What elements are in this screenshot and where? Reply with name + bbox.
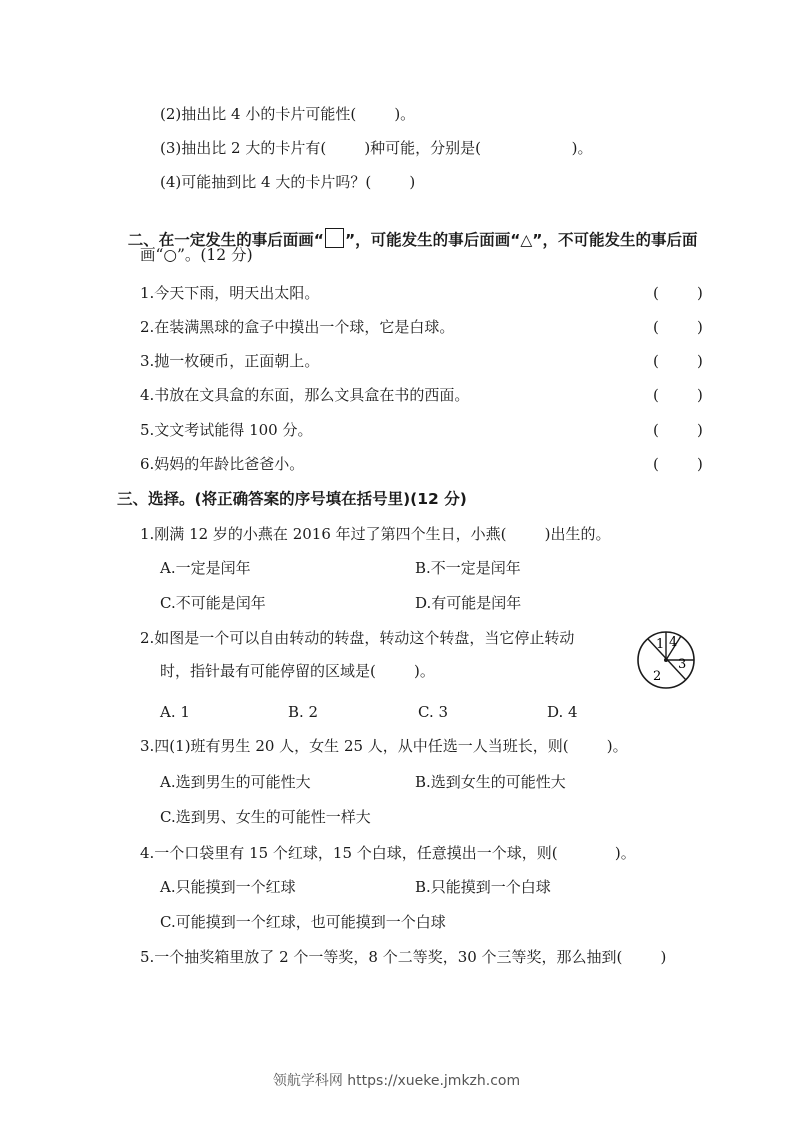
question-stem: 5.一个抽奖箱里放了 2 个一等奖，8 个二等奖，30 个三等奖，那么抽到( ) [140, 948, 667, 966]
option-c[interactable]: C.不可能是闰年 [160, 594, 266, 612]
spinner-label: 3 [678, 657, 687, 672]
section-title-part: 二、在一定发生的事后面画“ [127, 231, 324, 249]
judgement-item: 6.妈妈的年龄比爸爸小。 [140, 455, 305, 473]
option-b[interactable]: B.只能摸到一个白球 [415, 878, 551, 896]
spinner-label: 1 [656, 637, 665, 652]
footer-watermark: 领航学科网 https://xueke.jmkzh.com [272, 1073, 521, 1089]
spinner-figure [636, 628, 696, 692]
question-stem: 时，指针最有可能停留的区域是( )。 [160, 662, 435, 680]
option-c[interactable]: C.可能摸到一个红球，也可能摸到一个白球 [160, 913, 446, 931]
option-a[interactable]: A.选到男生的可能性大 [160, 773, 311, 791]
answer-parentheses[interactable]: ( ) [653, 352, 703, 370]
answer-parentheses[interactable]: ( ) [653, 386, 703, 404]
option-b[interactable]: B.选到女生的可能性大 [415, 773, 566, 791]
option-a[interactable]: A.只能摸到一个红球 [160, 878, 296, 896]
question-stem: 4.一个口袋里有 15 个红球，15 个白球，任意摸出一个球，则( )。 [140, 844, 636, 862]
question-item: (3)抽出比 2 大的卡片有( )种可能，分别是( )。 [160, 139, 593, 157]
judgement-item: 1.今天下雨，明天出太阳。 [140, 284, 320, 302]
option-d[interactable]: D.有可能是闰年 [415, 594, 522, 612]
section-title-part: ”，可能发生的事后面画“△”，不可能发生的事后面 [345, 231, 698, 249]
answer-parentheses[interactable]: ( ) [653, 455, 703, 473]
spinner-center [664, 658, 668, 662]
judgement-item: 3.抛一枚硬币，正面朝上。 [140, 352, 320, 370]
option-b[interactable]: B. 2 [288, 703, 319, 721]
question-stem: 3.四(1)班有男生 20 人，女生 25 人，从中任选一人当班长，则( )。 [140, 737, 628, 755]
section-title-continued: 画“○”。(12 分) [140, 246, 253, 264]
answer-parentheses[interactable]: ( ) [653, 421, 703, 439]
question-stem: 1.刚满 12 岁的小燕在 2016 年过了第四个生日，小燕( )出生的。 [140, 525, 611, 543]
option-a[interactable]: A.一定是闰年 [160, 559, 251, 577]
judgement-item: 4.书放在文具盒的东面，那么文具盒在书的西面。 [140, 386, 470, 404]
question-stem: 2.如图是一个可以自由转动的转盘，转动这个转盘，当它停止转动 [140, 629, 575, 647]
section-title [117, 208, 697, 250]
spinner-label: 4 [669, 635, 678, 650]
square-symbol [325, 228, 344, 248]
answer-parentheses[interactable]: ( ) [653, 284, 703, 302]
judgement-item: 2.在装满黑球的盒子中摸出一个球，它是白球。 [140, 318, 455, 336]
option-b[interactable]: B.不一定是闰年 [415, 559, 521, 577]
option-c[interactable]: C. 3 [418, 703, 449, 721]
question-item: (4)可能抽到比 4 大的卡片吗？( ) [160, 173, 416, 191]
answer-parentheses[interactable]: ( ) [653, 318, 703, 336]
option-d[interactable]: D. 4 [547, 703, 578, 721]
option-c[interactable]: C.选到男、女生的可能性一样大 [160, 808, 371, 826]
judgement-item: 5.文文考试能得 100 分。 [140, 421, 313, 439]
question-item: (2)抽出比 4 小的卡片可能性( )。 [160, 105, 416, 123]
option-a[interactable]: A. 1 [160, 703, 190, 721]
section-title: 三、选择。(将正确答案的序号填在括号里)(12 分) [117, 490, 467, 508]
spinner-label: 2 [653, 669, 662, 684]
